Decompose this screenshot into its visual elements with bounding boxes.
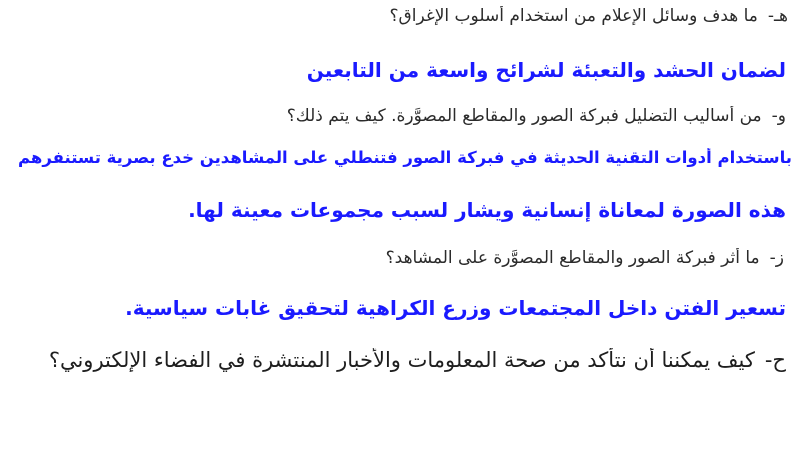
question-he <box>8 6 788 26</box>
answer-waw-line-2: هذه الصورة لمعاناة إنسانية ويشار لسبب مجموعات معينة لها. <box>188 198 786 222</box>
question-marker: ح- <box>764 348 786 372</box>
answer-waw-line-1: باستخدام أدوات التقنية الحديثة في فبركة الصور فتنطلي على المشاهدين خدع بصرية تستنفرهم <box>17 148 792 167</box>
question-zay <box>8 248 784 268</box>
question-marker: هـ- <box>767 6 788 26</box>
question-text: ما أثر فبركة الصور والمقاطع المصوَّرة على المشاهد؟ <box>385 248 760 268</box>
question-waw <box>8 106 786 126</box>
question-text: ما هدف وسائل الإعلام من استخدام أسلوب الإغراق؟ <box>389 6 758 26</box>
answer-zay: تسعير الفتن داخل المجتمعات وزرع الكراهية لتحقيق غابات سياسية. <box>125 296 786 320</box>
question-text: من أساليب التضليل فبركة الصور والمقاطع المصوَّرة. كيف يتم ذلك؟ <box>286 106 762 126</box>
question-text: كيف يمكننا أن نتأكد من صحة المعلومات والأخبار المنتشرة في الفضاء الإلكتروني؟ <box>48 348 755 372</box>
question-marker: ز- <box>769 248 784 268</box>
question-ha <box>8 348 786 372</box>
answer-he: لضمان الحشد والتعبئة لشرائح واسعة من التابعين <box>306 58 786 82</box>
question-marker: و- <box>771 106 786 126</box>
